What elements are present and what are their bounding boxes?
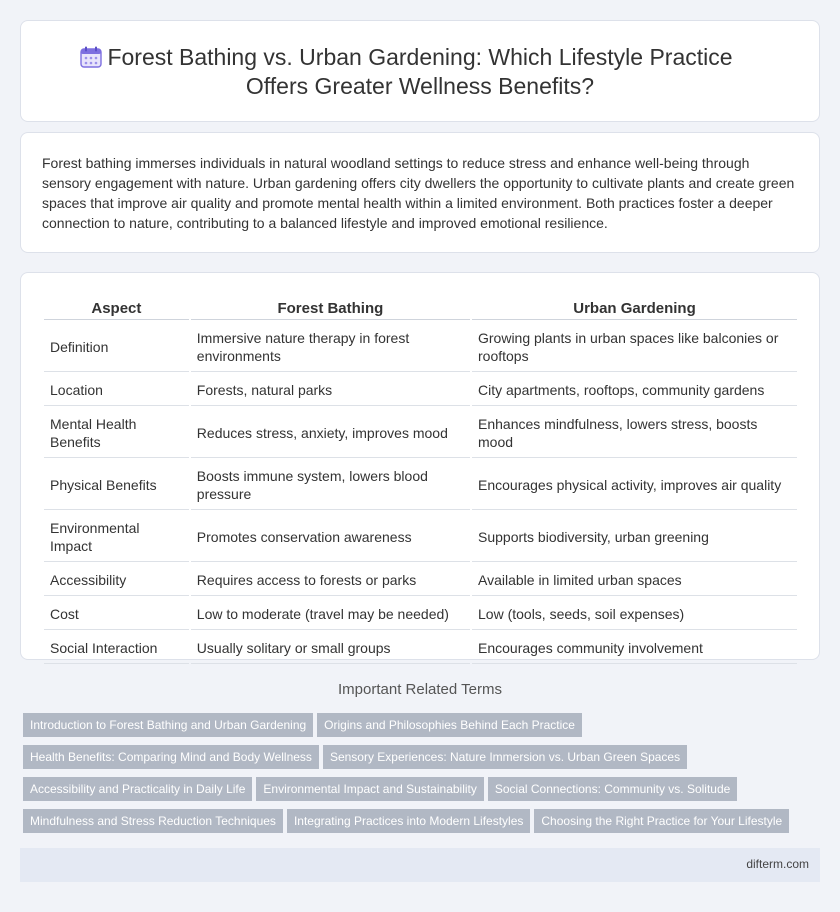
table-row <box>44 322 797 372</box>
intro-card <box>20 132 820 253</box>
column-header-aspect: Aspect <box>44 297 189 320</box>
related-terms-list <box>23 713 823 841</box>
urban-gardening-cell: Enhances mindfulness, lowers stress, boosts mood <box>472 408 797 458</box>
forest-bathing-cell: Usually solitary or small groups <box>191 632 470 664</box>
table-row <box>44 632 797 664</box>
forest-bathing-cell: Reduces stress, anxiety, improves mood <box>191 408 470 458</box>
footer <box>20 848 820 882</box>
forest-bathing-cell: Promotes conservation awareness <box>191 512 470 562</box>
table-row <box>44 512 797 562</box>
table-header-row <box>44 297 797 320</box>
related-term-tag[interactable]: Introduction to Forest Bathing and Urban Gardening <box>23 713 313 737</box>
related-terms-heading: Important Related Terms <box>338 681 502 698</box>
forest-bathing-cell: Boosts immune system, lowers blood pressure <box>191 460 470 510</box>
related-term-tag[interactable]: Environmental Impact and Sustainability <box>256 777 483 801</box>
aspect-cell: Environmental Impact <box>44 512 189 562</box>
column-header-forest-bathing: Forest Bathing <box>191 297 470 320</box>
table-row <box>44 408 797 458</box>
site-link[interactable]: difterm.com <box>746 857 809 871</box>
related-term-tag[interactable]: Choosing the Right Practice for Your Lifestyle <box>534 809 789 833</box>
comparison-table-card <box>20 272 820 660</box>
table-row <box>44 460 797 510</box>
forest-bathing-cell: Immersive nature therapy in forest environments <box>191 322 470 372</box>
related-term-tag[interactable]: Mindfulness and Stress Reduction Techniques <box>23 809 283 833</box>
urban-gardening-cell: Encourages physical activity, improves air quality <box>472 460 797 510</box>
page-title <box>21 43 819 101</box>
forest-bathing-cell: Forests, natural parks <box>191 374 470 406</box>
urban-gardening-cell: Growing plants in urban spaces like balconies or rooftops <box>472 322 797 372</box>
aspect-cell: Cost <box>44 598 189 630</box>
aspect-cell: Accessibility <box>44 564 189 596</box>
related-term-tag[interactable]: Sensory Experiences: Nature Immersion vs. Urban Green Spaces <box>323 745 687 769</box>
related-term-tag[interactable]: Social Connections: Community vs. Solitude <box>488 777 737 801</box>
forest-bathing-cell: Low to moderate (travel may be needed) <box>191 598 470 630</box>
aspect-cell: Social Interaction <box>44 632 189 664</box>
aspect-cell: Mental Health Benefits <box>44 408 189 458</box>
table-row <box>44 598 797 630</box>
column-header-urban-gardening: Urban Gardening <box>472 297 797 320</box>
comparison-table <box>42 295 799 666</box>
table-row <box>44 374 797 406</box>
related-term-tag[interactable]: Origins and Philosophies Behind Each Practice <box>317 713 582 737</box>
aspect-cell: Physical Benefits <box>44 460 189 510</box>
related-term-tag[interactable]: Health Benefits: Comparing Mind and Body Wellness <box>23 745 319 769</box>
aspect-cell: Location <box>44 374 189 406</box>
page-title-line-1: Forest Bathing vs. Urban Gardening: Which Lifestyle Practice <box>107 44 733 70</box>
table-row <box>44 564 797 596</box>
urban-gardening-cell: Low (tools, seeds, soil expenses) <box>472 598 797 630</box>
urban-gardening-cell: City apartments, rooftops, community gardens <box>472 374 797 406</box>
urban-gardening-cell: Available in limited urban spaces <box>472 564 797 596</box>
page-title-line-2: Offers Greater Wellness Benefits? <box>245 73 595 99</box>
header-card <box>20 20 820 122</box>
urban-gardening-cell: Supports biodiversity, urban greening <box>472 512 797 562</box>
urban-gardening-cell: Encourages community involvement <box>472 632 797 664</box>
forest-bathing-cell: Requires access to forests or parks <box>191 564 470 596</box>
related-term-tag[interactable]: Accessibility and Practicality in Daily Life <box>23 777 252 801</box>
aspect-cell: Definition <box>44 322 189 372</box>
intro-paragraph: Forest bathing immerses individuals in natural woodland settings to reduce stress and enhance well-being through sensory engagement with nature. Urban gardening offers city dwellers the opportunity to cultivate plants and create green spaces that improve air quality and promote mental health within a limited environment. Both practices foster a deeper connection to nature, contributing to a balanced lifestyle and improved emotional resilience. <box>42 155 795 231</box>
related-term-tag[interactable]: Integrating Practices into Modern Lifestyles <box>287 809 530 833</box>
